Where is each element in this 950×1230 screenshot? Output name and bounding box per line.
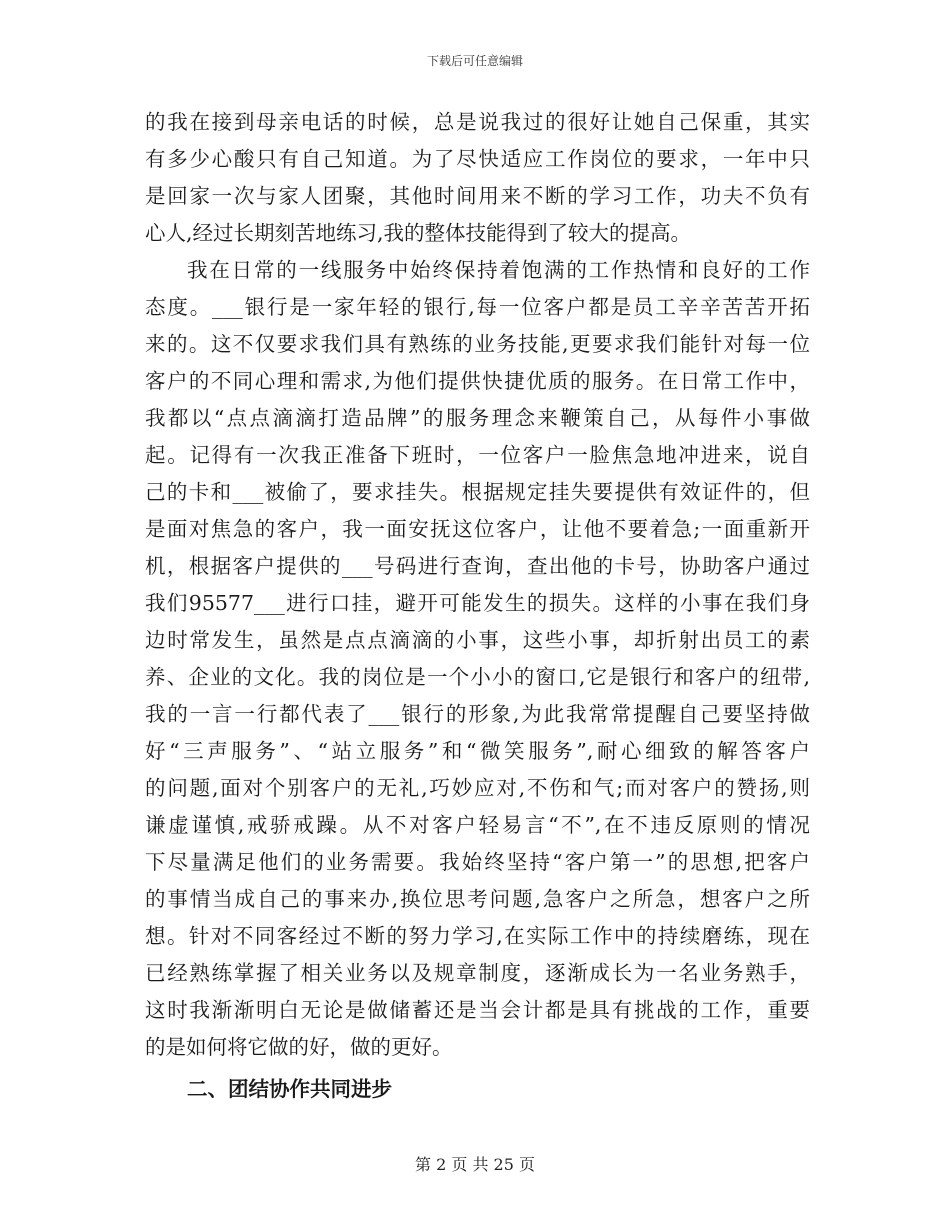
- body-line: 是回家一次与家人团聚，其他时间用来不断的学习工作，功夫不负有: [145, 184, 810, 208]
- body-line: 机，根据客户提供的___号码进行查询，查出他的卡号，协助客户通过: [145, 554, 810, 578]
- body-line: 己的卡和___被偷了，要求挂失。根据规定挂失要提供有效证件的，但: [145, 480, 810, 504]
- body-line: 来的。这不仅要求我们具有熟练的业务技能,更要求我们能针对每一位: [145, 332, 810, 356]
- body-line: 的是如何将它做的好，做的更好。: [145, 1035, 453, 1059]
- page-number: 第 2 页 共 25 页: [415, 1155, 535, 1174]
- body-line: 是面对焦急的客户，我一面安抚这位客户，让他不要着急;一面重新开: [145, 517, 810, 541]
- body-line: 下尽量满足他们的业务需要。我始终坚持“客户第一”的思想,把客户: [145, 850, 810, 874]
- body-line: 的事情当成自己的事来办,换位思考问题,急客户之所急，想客户之所: [145, 887, 810, 911]
- body-line: 客户的不同心理和需求,为他们提供快捷优质的服务。在日常工作中，: [145, 369, 810, 393]
- section-heading: 二、团结协作共同进步: [187, 1077, 392, 1101]
- document-body: [145, 104, 810, 1109]
- body-line: 的我在接到母亲电话的时候，总是说我过的很好让她自己保重，其实: [145, 110, 810, 134]
- body-line: 有多少心酸只有自己知道。为了尽快适应工作岗位的要求，一年中只: [145, 147, 810, 171]
- body-line: 我都以“点点滴滴打造品牌”的服务理念来鞭策自己，从每件小事做: [145, 406, 810, 430]
- body-line: 态度。___银行是一家年轻的银行,每一位客户都是员工辛辛苦苦开拓: [145, 295, 810, 319]
- body-line: 谦虚谨慎,戒骄戒躁。从不对客户轻易言“不”,在不违反原则的情况: [145, 813, 810, 837]
- body-line: 想。针对不同客经过不断的努力学习,在实际工作中的持续磨练，现在: [145, 924, 810, 948]
- body-line: 这时我渐渐明白无论是做储蓄还是当会计都是具有挑战的工作，重要: [145, 998, 810, 1022]
- paragraph-first-line: 我在日常的一线服务中始终保持着饱满的工作热情和良好的工作: [187, 258, 810, 282]
- body-line: 心人,经过长期刻苦地练习,我的整体技能得到了较大的提高。: [145, 221, 692, 245]
- body-line: 我的一言一行都代表了___银行的形象,为此我常常提醒自己要坚持做: [145, 702, 810, 726]
- body-line: 起。记得有一次我正准备下班时，一位客户一脸焦急地冲进来，说自: [145, 443, 810, 467]
- body-line: 的问题,面对个别客户的无礼,巧妙应对,不伤和气;而对客户的赞扬,则: [145, 776, 810, 800]
- page-header: 下载后可任意编辑: [426, 54, 523, 68]
- body-line: 养、企业的文化。我的岗位是一个小小的窗口,它是银行和客户的纽带,: [145, 665, 810, 689]
- body-line: 已经熟练掌握了相关业务以及规章制度，逐渐成长为一名业务熟手，: [145, 961, 810, 985]
- body-line: 我们95577___进行口挂，避开可能发生的损失。这样的小事在我们身: [145, 591, 810, 615]
- body-line: 好“三声服务”、“站立服务”和“微笑服务”,耐心细致的解答客户: [145, 739, 810, 763]
- body-line: 边时常发生，虽然是点点滴滴的小事，这些小事，却折射出员工的素: [145, 628, 810, 652]
